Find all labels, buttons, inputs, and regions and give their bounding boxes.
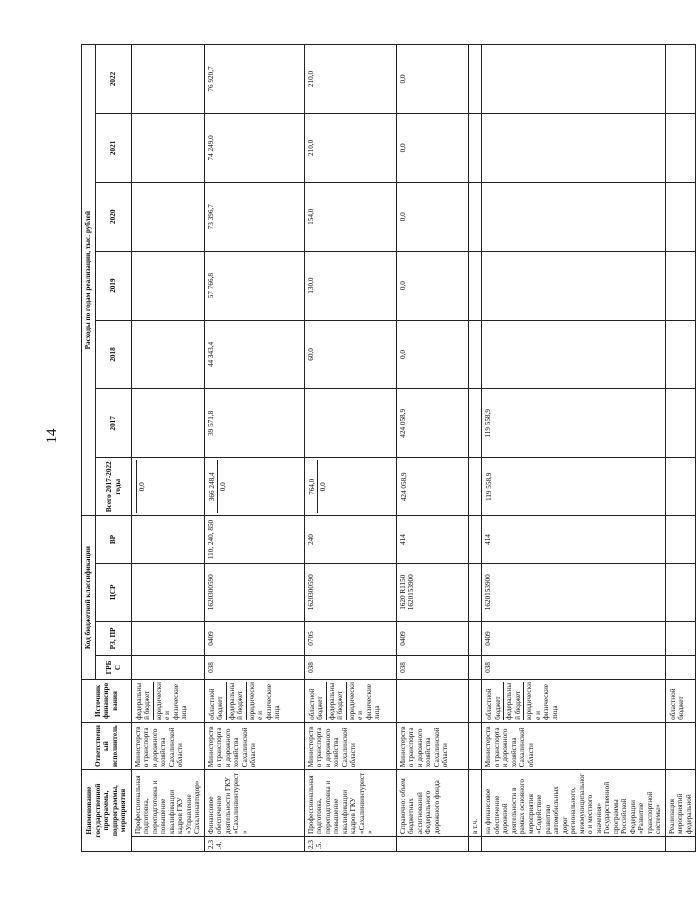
header-2017: 2017 bbox=[96, 389, 132, 458]
row-rzpr bbox=[132, 621, 205, 655]
source-item: юридические и физические лица bbox=[247, 682, 282, 720]
row-sources bbox=[132, 679, 205, 722]
row-csr: 1620300590 bbox=[204, 563, 304, 621]
row-number: 2.3.4. bbox=[204, 836, 304, 851]
total-list bbox=[307, 460, 329, 513]
row-value-2017 bbox=[665, 389, 695, 458]
row-sources bbox=[304, 679, 396, 722]
row-grbs: 038 bbox=[482, 656, 665, 680]
total-list bbox=[134, 460, 147, 513]
source-item bbox=[399, 682, 401, 720]
table-row bbox=[304, 45, 396, 852]
source-item: федеральный бюджет bbox=[227, 682, 247, 720]
row-value-2020 bbox=[482, 182, 665, 251]
table-row bbox=[132, 45, 205, 852]
budget-table-rotated bbox=[81, 44, 693, 852]
source-list bbox=[307, 682, 383, 720]
row-total bbox=[132, 458, 205, 516]
row-value-2017 bbox=[132, 389, 205, 458]
source-item: юридические и физические лица bbox=[347, 682, 382, 720]
source-list bbox=[134, 682, 190, 720]
row-rzpr: 0409 bbox=[204, 621, 304, 655]
row-total bbox=[204, 458, 304, 516]
header-expenses: Расходы по годам реализации, тыс. рублей bbox=[82, 45, 96, 516]
row-csr bbox=[468, 563, 481, 621]
row-grbs: 038 bbox=[204, 656, 304, 680]
row-grbs bbox=[132, 656, 205, 680]
row-name: Справочно: объем бюджетных ассигнований Федерального дорожного фонда bbox=[396, 770, 468, 837]
row-value-2020 bbox=[132, 182, 205, 251]
row-vr bbox=[132, 516, 205, 563]
row-value-2018: 44 343,4 bbox=[204, 320, 304, 389]
row-value-2021 bbox=[468, 113, 481, 182]
source-item: юридические и физические лица bbox=[154, 682, 189, 720]
header-grbs: ГРБС bbox=[96, 656, 132, 680]
source-list bbox=[399, 682, 401, 720]
row-rzpr bbox=[468, 621, 481, 655]
total-list bbox=[484, 460, 494, 513]
row-vr: 414 bbox=[482, 516, 665, 563]
row-number bbox=[665, 836, 695, 851]
row-value-2022 bbox=[132, 45, 205, 114]
row-value-2017: 39 571,8 bbox=[204, 389, 304, 458]
header-2020: 2020 bbox=[96, 182, 132, 251]
row-name: на финансовое обеспечение дорожной деятельности в рамках основного мероприятия «Содействие развитию автомобильных дорог регионального, межмуниципального и местного значения» Государственной программы Российской Федерации «Развитие транспортной системы» bbox=[482, 770, 665, 837]
row-csr bbox=[665, 563, 695, 621]
total-value bbox=[471, 460, 473, 513]
page-number: 14 bbox=[44, 428, 60, 444]
row-value-2019: 0,0 bbox=[396, 251, 468, 320]
source-item: федеральный бюджет bbox=[134, 682, 154, 720]
row-number bbox=[482, 836, 665, 851]
source-item: областной бюджет bbox=[484, 682, 504, 720]
row-vr bbox=[665, 516, 695, 563]
header-2022: 2022 bbox=[96, 45, 132, 114]
source-list bbox=[207, 682, 283, 720]
row-sources bbox=[468, 679, 481, 722]
header-total: Всего 2017-2022 годы bbox=[96, 458, 132, 516]
row-responsible: Министерство транспорта и дорожного хозяйства Сахалинской области bbox=[396, 722, 468, 769]
row-value-2019 bbox=[132, 251, 205, 320]
row-value-2019 bbox=[482, 251, 665, 320]
source-item: федеральный бюджет bbox=[504, 682, 524, 720]
row-name: в т.ч. bbox=[468, 770, 481, 837]
row-grbs: 038 bbox=[396, 656, 468, 680]
row-value-2022 bbox=[468, 45, 481, 114]
row-grbs: 038 bbox=[304, 656, 396, 680]
row-name: Профессиональная подготовка, переподготовка и повышение квалификации кадров ГКУ «Управление Сахалинавтодор» bbox=[132, 770, 205, 837]
row-sources bbox=[396, 679, 468, 722]
row-value-2017 bbox=[304, 389, 396, 458]
row-rzpr: 0409 bbox=[396, 621, 468, 655]
row-value-2022: 0,0 bbox=[396, 45, 468, 114]
row-value-2021: 74 249,0 bbox=[204, 113, 304, 182]
row-sources bbox=[204, 679, 304, 722]
row-name: Реализация мероприятий федеральной bbox=[665, 770, 695, 837]
total-value: 0,0 bbox=[138, 482, 146, 492]
source-list bbox=[484, 682, 560, 720]
total-value: 424 058,9 bbox=[399, 472, 408, 502]
row-value-2019 bbox=[665, 251, 695, 320]
total-value: 366 248,4 bbox=[207, 460, 218, 513]
row-value-2022: 76 920,7 bbox=[204, 45, 304, 114]
row-value-2020: 154,0 bbox=[304, 182, 396, 251]
row-responsible bbox=[468, 722, 481, 769]
total-value: 119 558,9 bbox=[485, 472, 494, 502]
row-csr bbox=[132, 563, 205, 621]
header-2019: 2019 bbox=[96, 251, 132, 320]
row-value-2020 bbox=[468, 182, 481, 251]
table-row bbox=[468, 45, 481, 852]
total-list bbox=[471, 460, 473, 513]
header-responsible: Ответственный исполнитель bbox=[82, 722, 132, 769]
table-row bbox=[482, 45, 665, 852]
row-value-2020: 0,0 bbox=[396, 182, 468, 251]
header-name: Наименование государственной программы, подпрограммы, мероприятия bbox=[82, 770, 132, 852]
table-row bbox=[396, 45, 468, 852]
row-grbs bbox=[665, 656, 695, 680]
row-value-2019: 130,0 bbox=[304, 251, 396, 320]
row-value-2021: 0,0 bbox=[396, 113, 468, 182]
source-item: федеральный бюджет bbox=[327, 682, 347, 720]
row-value-2017 bbox=[468, 389, 481, 458]
row-value-2019 bbox=[468, 251, 481, 320]
total-value: 764,0 bbox=[307, 460, 318, 513]
header-2018: 2018 bbox=[96, 320, 132, 389]
total-value: 0,0 bbox=[319, 482, 328, 492]
row-rzpr bbox=[665, 621, 695, 655]
row-value-2018: 0,0 bbox=[396, 320, 468, 389]
total-list bbox=[207, 460, 229, 513]
source-item: областной бюджет bbox=[668, 688, 686, 720]
row-responsible: Министерство транспорта и дорожного хозяйства Сахалинской области bbox=[304, 722, 396, 769]
source-item: областной бюджет bbox=[307, 682, 327, 720]
row-value-2020: 73 396,7 bbox=[204, 182, 304, 251]
source-item: областной бюджет bbox=[207, 682, 227, 720]
row-value-2022: 210,0 bbox=[304, 45, 396, 114]
row-vr bbox=[468, 516, 481, 563]
row-number bbox=[468, 836, 481, 851]
row-rzpr: 0705 bbox=[304, 621, 396, 655]
budget-table bbox=[81, 44, 696, 852]
row-csr: 1620 R1150 1620153900 bbox=[396, 563, 468, 621]
total-value bbox=[668, 460, 670, 513]
source-list bbox=[668, 682, 687, 720]
row-number bbox=[132, 836, 205, 851]
row-responsible: Министерство транспорта и дорожного хозяйства Сахалинской области bbox=[482, 722, 665, 769]
row-vr: 414 bbox=[396, 516, 468, 563]
row-value-2021 bbox=[482, 113, 665, 182]
row-value-2020 bbox=[665, 182, 695, 251]
source-item: юридические и физические лица bbox=[525, 682, 559, 720]
row-value-2017: 119 558,9 bbox=[482, 389, 665, 458]
row-value-2018 bbox=[665, 320, 695, 389]
row-value-2022 bbox=[665, 45, 695, 114]
row-total bbox=[468, 458, 481, 516]
table-row bbox=[204, 45, 304, 852]
row-grbs bbox=[468, 656, 481, 680]
row-value-2022 bbox=[482, 45, 665, 114]
row-value-2021 bbox=[665, 113, 695, 182]
source-item bbox=[471, 682, 473, 720]
row-vr: 110, 240, 850 bbox=[204, 516, 304, 563]
header-csr: ЦСР bbox=[96, 563, 132, 621]
row-csr: 1620153900 bbox=[482, 563, 665, 621]
table-row bbox=[665, 45, 695, 852]
row-value-2018 bbox=[482, 320, 665, 389]
row-responsible: Министерство транспорта и дорожного хозяйства Сахалинской области bbox=[132, 722, 205, 769]
row-value-2021: 210,0 bbox=[304, 113, 396, 182]
source-list bbox=[471, 682, 473, 720]
row-number bbox=[396, 836, 468, 851]
row-total bbox=[304, 458, 396, 516]
row-sources bbox=[482, 679, 665, 722]
row-total bbox=[396, 458, 468, 516]
header-source: Источник финансирования bbox=[82, 679, 132, 722]
row-number: 2.3.5. bbox=[304, 836, 396, 851]
row-total bbox=[665, 458, 695, 516]
row-value-2018 bbox=[132, 320, 205, 389]
row-vr: 240 bbox=[304, 516, 396, 563]
total-value: 0,0 bbox=[219, 482, 228, 492]
total-list bbox=[668, 460, 670, 513]
row-responsible: Министерство транспорта и дорожного хозяйства Сахалинской области bbox=[204, 722, 304, 769]
header-vr: ВР bbox=[96, 516, 132, 563]
row-name: Финансовое обеспечение деятельности ГКУ «Сахалинвинтурист» bbox=[204, 770, 304, 837]
row-rzpr: 0409 bbox=[482, 621, 665, 655]
total-list bbox=[399, 460, 409, 513]
row-value-2021 bbox=[132, 113, 205, 182]
header-budget-code: Код бюджетной классификации bbox=[82, 516, 96, 680]
header-2021: 2021 bbox=[96, 113, 132, 182]
row-name: Профессиональная подготовка, переподготовка и повышение квалификации кадров ГКУ «Сахалинвинтурист» bbox=[304, 770, 396, 837]
row-value-2019: 57 766,8 bbox=[204, 251, 304, 320]
row-total bbox=[482, 458, 665, 516]
row-sources bbox=[665, 679, 695, 722]
row-value-2018: 60,0 bbox=[304, 320, 396, 389]
row-value-2017: 424 058,9 bbox=[396, 389, 468, 458]
header-rzpr: РЗ, ПР bbox=[96, 621, 132, 655]
row-csr: 1620300590 bbox=[304, 563, 396, 621]
row-responsible bbox=[665, 722, 695, 769]
row-value-2018 bbox=[468, 320, 481, 389]
